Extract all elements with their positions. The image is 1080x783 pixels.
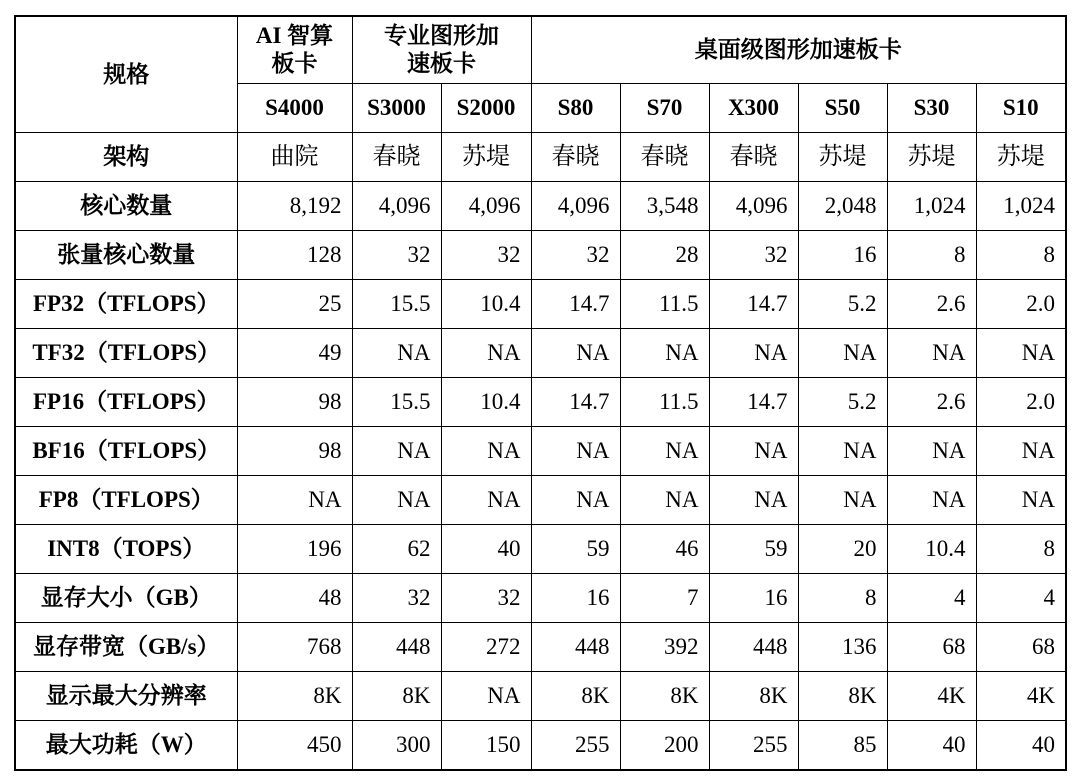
table-cell: NA xyxy=(887,329,976,378)
table-cell: 2,048 xyxy=(798,182,887,231)
table-cell: 春晓 xyxy=(709,133,798,182)
model-header-s3000: S3000 xyxy=(352,84,441,133)
table-cell: 3,548 xyxy=(620,182,709,231)
table-cell: 春晓 xyxy=(620,133,709,182)
table-cell: 16 xyxy=(531,574,620,623)
table-cell: NA xyxy=(887,427,976,476)
table-cell: 16 xyxy=(798,231,887,280)
table-cell: 14.7 xyxy=(531,378,620,427)
table-cell: 150 xyxy=(441,721,531,771)
table-cell: 2.0 xyxy=(976,280,1066,329)
table-cell: 98 xyxy=(237,378,352,427)
table-cell: 49 xyxy=(237,329,352,378)
spec-table-wrapper xyxy=(14,15,1067,771)
table-cell: 8 xyxy=(976,525,1066,574)
row-label: 核心数量 xyxy=(15,182,237,231)
table-cell: 40 xyxy=(976,721,1066,771)
table-cell: 8K xyxy=(352,672,441,721)
model-header-s4000: S4000 xyxy=(237,84,352,133)
table-cell: NA xyxy=(976,427,1066,476)
table-cell: NA xyxy=(887,476,976,525)
table-cell: 4,096 xyxy=(441,182,531,231)
table-cell: 40 xyxy=(887,721,976,771)
table-cell: 300 xyxy=(352,721,441,771)
row-label: FP8（TFLOPS） xyxy=(15,476,237,525)
row-label: 显存带宽（GB/s） xyxy=(15,623,237,672)
table-row xyxy=(15,427,1066,476)
table-cell: 59 xyxy=(709,525,798,574)
row-label: FP16（TFLOPS） xyxy=(15,378,237,427)
gpu-spec-table xyxy=(14,15,1067,771)
table-row xyxy=(15,329,1066,378)
table-cell: 苏堤 xyxy=(887,133,976,182)
table-cell: 15.5 xyxy=(352,378,441,427)
row-label: 显示最大分辨率 xyxy=(15,672,237,721)
group-ai-compute: AI 智算板卡 xyxy=(237,16,352,84)
table-cell: 46 xyxy=(620,525,709,574)
table-cell: 苏堤 xyxy=(798,133,887,182)
table-cell: 11.5 xyxy=(620,378,709,427)
table-cell: 8K xyxy=(237,672,352,721)
table-cell: 10.4 xyxy=(441,280,531,329)
table-cell: NA xyxy=(237,476,352,525)
table-cell: 768 xyxy=(237,623,352,672)
table-cell: NA xyxy=(441,672,531,721)
table-cell: 200 xyxy=(620,721,709,771)
table-cell: 8,192 xyxy=(237,182,352,231)
table-cell: NA xyxy=(709,427,798,476)
table-cell: 4K xyxy=(976,672,1066,721)
table-cell: 10.4 xyxy=(441,378,531,427)
table-cell: 98 xyxy=(237,427,352,476)
table-cell: 255 xyxy=(531,721,620,771)
model-header-s30: S30 xyxy=(887,84,976,133)
row-label: INT8（TOPS） xyxy=(15,525,237,574)
table-cell: NA xyxy=(531,476,620,525)
table-row xyxy=(15,280,1066,329)
table-cell: NA xyxy=(976,476,1066,525)
table-cell: 272 xyxy=(441,623,531,672)
table-cell: 15.5 xyxy=(352,280,441,329)
table-cell: 68 xyxy=(887,623,976,672)
table-cell: 7 xyxy=(620,574,709,623)
table-cell: 14.7 xyxy=(709,280,798,329)
table-cell: 8K xyxy=(709,672,798,721)
table-cell: 62 xyxy=(352,525,441,574)
table-cell: 28 xyxy=(620,231,709,280)
table-cell: 448 xyxy=(531,623,620,672)
table-cell: NA xyxy=(531,427,620,476)
group-header-row xyxy=(15,16,1066,84)
table-cell: NA xyxy=(709,329,798,378)
table-cell: 曲院 xyxy=(237,133,352,182)
model-header-s2000: S2000 xyxy=(441,84,531,133)
table-cell: 4K xyxy=(887,672,976,721)
model-header-s80: S80 xyxy=(531,84,620,133)
table-cell: 450 xyxy=(237,721,352,771)
table-cell: NA xyxy=(798,329,887,378)
table-cell: 4,096 xyxy=(352,182,441,231)
table-cell: NA xyxy=(976,329,1066,378)
table-cell: 春晓 xyxy=(531,133,620,182)
table-cell: 5.2 xyxy=(798,280,887,329)
table-cell: NA xyxy=(441,476,531,525)
table-cell: 32 xyxy=(709,231,798,280)
table-cell: 136 xyxy=(798,623,887,672)
table-cell: 4 xyxy=(976,574,1066,623)
spec-rows xyxy=(15,133,1066,771)
table-cell: 448 xyxy=(352,623,441,672)
table-row xyxy=(15,182,1066,231)
row-label: 最大功耗（W） xyxy=(15,721,237,771)
table-cell: 1,024 xyxy=(976,182,1066,231)
table-cell: 48 xyxy=(237,574,352,623)
table-cell: 8 xyxy=(976,231,1066,280)
table-cell: 10.4 xyxy=(887,525,976,574)
model-header-x300: X300 xyxy=(709,84,798,133)
table-cell: 14.7 xyxy=(531,280,620,329)
table-row xyxy=(15,721,1066,771)
table-cell: NA xyxy=(620,476,709,525)
table-cell: 68 xyxy=(976,623,1066,672)
table-cell: 8K xyxy=(620,672,709,721)
table-row xyxy=(15,623,1066,672)
table-row xyxy=(15,133,1066,182)
table-cell: 4,096 xyxy=(531,182,620,231)
table-cell: 128 xyxy=(237,231,352,280)
table-cell: 32 xyxy=(531,231,620,280)
table-cell: 59 xyxy=(531,525,620,574)
model-header-s70: S70 xyxy=(620,84,709,133)
table-cell: 32 xyxy=(441,231,531,280)
table-cell: 春晓 xyxy=(352,133,441,182)
table-cell: NA xyxy=(798,427,887,476)
table-cell: 11.5 xyxy=(620,280,709,329)
table-cell: 255 xyxy=(709,721,798,771)
table-cell: 20 xyxy=(798,525,887,574)
table-cell: 32 xyxy=(441,574,531,623)
table-cell: 16 xyxy=(709,574,798,623)
model-header-s10: S10 xyxy=(976,84,1066,133)
table-cell: NA xyxy=(531,329,620,378)
table-cell: 8 xyxy=(798,574,887,623)
table-cell: 8K xyxy=(531,672,620,721)
row-label: TF32（TFLOPS） xyxy=(15,329,237,378)
table-cell: NA xyxy=(352,329,441,378)
table-cell: NA xyxy=(620,427,709,476)
table-cell: 2.6 xyxy=(887,280,976,329)
table-cell: 8 xyxy=(887,231,976,280)
table-row xyxy=(15,476,1066,525)
table-cell: NA xyxy=(709,476,798,525)
table-cell: NA xyxy=(352,427,441,476)
model-header-s50: S50 xyxy=(798,84,887,133)
table-row xyxy=(15,525,1066,574)
row-label: 显存大小（GB） xyxy=(15,574,237,623)
table-cell: 32 xyxy=(352,231,441,280)
table-cell: 40 xyxy=(441,525,531,574)
group-pro-graphics: 专业图形加速板卡 xyxy=(352,16,531,84)
table-cell: 4 xyxy=(887,574,976,623)
table-cell: NA xyxy=(441,427,531,476)
table-cell: NA xyxy=(798,476,887,525)
table-cell: 14.7 xyxy=(709,378,798,427)
row-label: 架构 xyxy=(15,133,237,182)
table-row xyxy=(15,231,1066,280)
table-row xyxy=(15,378,1066,427)
table-cell: 8K xyxy=(798,672,887,721)
table-cell: NA xyxy=(441,329,531,378)
group-desktop-graphics: 桌面级图形加速板卡 xyxy=(531,16,1066,84)
table-cell: NA xyxy=(620,329,709,378)
table-cell: 5.2 xyxy=(798,378,887,427)
row-label: BF16（TFLOPS） xyxy=(15,427,237,476)
table-row xyxy=(15,672,1066,721)
table-row xyxy=(15,574,1066,623)
table-cell: 196 xyxy=(237,525,352,574)
row-label: FP32（TFLOPS） xyxy=(15,280,237,329)
table-cell: 32 xyxy=(352,574,441,623)
table-cell: 392 xyxy=(620,623,709,672)
table-cell: 2.6 xyxy=(887,378,976,427)
table-cell: 25 xyxy=(237,280,352,329)
table-cell: NA xyxy=(352,476,441,525)
table-cell: 4,096 xyxy=(709,182,798,231)
table-cell: 苏堤 xyxy=(976,133,1066,182)
table-cell: 85 xyxy=(798,721,887,771)
spec-header: 规格 xyxy=(15,16,237,133)
table-cell: 2.0 xyxy=(976,378,1066,427)
table-cell: 1,024 xyxy=(887,182,976,231)
table-cell: 448 xyxy=(709,623,798,672)
table-cell: 苏堤 xyxy=(441,133,531,182)
row-label: 张量核心数量 xyxy=(15,231,237,280)
